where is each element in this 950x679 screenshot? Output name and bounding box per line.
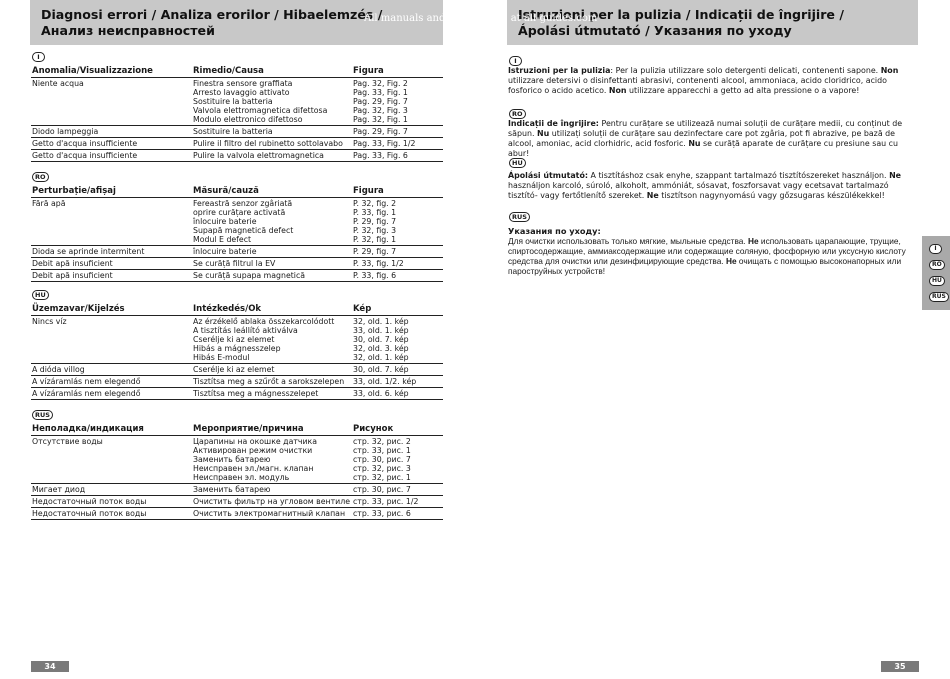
problem-cell: Dioda se aprinde intermitent	[32, 247, 145, 256]
cleaning-text-part: se curăță aparate de curățare cu presiune sau cu abur!	[508, 139, 898, 158]
remedy-cell	[193, 259, 275, 268]
remedy-line: înlocuire baterie	[193, 247, 257, 256]
problem-cell: Niente acqua	[32, 79, 84, 88]
figure-cell	[353, 79, 408, 124]
remedy-line: Finestra sensore graffiata	[193, 79, 293, 88]
cleaning-text-it	[508, 66, 920, 96]
cleaning-title-ro: Indicații de îngrijire:	[508, 119, 599, 128]
problem-cell: Diodo lampeggia	[32, 127, 99, 136]
cleaning-text-part: Pentru curățare se utilizează numai soluții de curățare medii, cu conținut de săpun.	[508, 119, 903, 138]
table-row	[31, 365, 443, 376]
cleaning-title-hu: Ápolási útmutató:	[508, 171, 589, 180]
figure-cell	[353, 437, 411, 482]
problem-cell: Getto d'acqua insufficiente	[32, 151, 138, 160]
figure-line: стр. 33, рис. 1/2	[353, 497, 419, 506]
table-row	[31, 271, 443, 282]
right-title-line1: Istruzioni per la pulizia / Indicații de îngrijire /	[518, 7, 844, 22]
remedy-line: Заменить батарею	[193, 455, 271, 464]
problem-cell: Getto d'acqua insufficiente	[32, 139, 138, 148]
column-header: Üzemzavar/Kijelzés	[32, 304, 125, 314]
cleaning-text-hu	[508, 171, 920, 201]
figure-line: 33, old. 6. kép	[353, 389, 409, 398]
remedy-cell	[193, 79, 327, 124]
table-row	[31, 509, 443, 520]
remedy-cell	[193, 151, 324, 160]
remedy-line: Tisztítsa meg a szűrőt a sarokszelepen	[193, 377, 345, 386]
figure-line: Pag. 33, Fig. 1	[353, 88, 408, 97]
problem-cell: Недостаточный поток воды	[32, 509, 147, 518]
remedy-line: Modulo elettronico difettoso	[193, 115, 303, 124]
figure-line: P. 29, fig. 7	[353, 217, 397, 226]
remedy-line: Cserélje ki az elemet	[193, 365, 275, 374]
remedy-line: Pulire la valvola elettromagnetica	[193, 151, 324, 160]
remedy-line: Неисправен эл./магн. клапан	[193, 464, 314, 473]
language-tab-ro: RO	[929, 260, 945, 270]
cleaning-text-part: használjon karcoló, súroló, alkoholt, ammóniát, sósavat, foszforsavat vagy ecetsavat tartalmazó tisztító- vagy fertőtlenítő szereket.	[508, 181, 889, 200]
figure-line: 33, old. 1. kép	[353, 326, 409, 335]
remedy-cell	[193, 497, 350, 506]
language-tab-hu: HU	[929, 276, 945, 286]
table-row	[31, 259, 443, 270]
figure-cell	[353, 497, 418, 506]
right-title-line2: Ápolási útmutató / Указания по уходу	[518, 23, 792, 38]
remedy-cell	[193, 377, 344, 386]
table-row	[31, 199, 443, 246]
table-row	[31, 151, 443, 162]
cleaning-emphasis: Non	[608, 86, 627, 95]
table-header	[31, 424, 443, 436]
remedy-line: Se curăță filtrul la EV	[193, 259, 276, 268]
problem-cell: Debit apă insuficient	[32, 271, 113, 280]
remedy-line: Царапины на окошке датчика	[193, 437, 318, 446]
section-badge: I	[32, 52, 45, 62]
table-row	[31, 389, 443, 400]
problem-cell: Отсутствие воды	[32, 437, 103, 446]
remedy-line: Tisztítsa meg a mágnesszelepet	[193, 389, 319, 398]
remedy-line: Очистить электромагнитный клапан	[193, 509, 346, 518]
figure-line: P. 32, fig. 1	[353, 235, 397, 244]
figure-line: P. 32, fig. 2	[353, 199, 397, 208]
cleaning-text-part: очищать с помощью высоконапорных или пароструйных устройств!	[508, 256, 902, 276]
figure-cell	[353, 127, 408, 136]
language-tab-bar	[922, 236, 950, 310]
figure-line: P. 29, fig. 7	[353, 247, 397, 256]
table-row	[31, 437, 443, 484]
figure-line: Pag. 32, Fig. 3	[353, 106, 408, 115]
figure-cell	[353, 139, 415, 148]
figure-line: стр. 30, рис. 7	[353, 485, 411, 494]
figure-cell	[353, 377, 416, 386]
cleaning-title-it: Istruzioni per la pulizia	[508, 66, 611, 75]
figure-line: Pag. 33, Fig. 1/2	[353, 139, 416, 148]
remedy-line: Fereastră senzor zgâriată	[193, 199, 293, 208]
problem-cell: Fără apă	[32, 199, 66, 208]
cleaning-emphasis: Ne	[646, 191, 659, 200]
remedy-line: Sostituire la batteria	[193, 97, 273, 106]
problem-cell: A vízáramlás nem elegendő	[32, 389, 141, 398]
section-badge: RO	[32, 172, 49, 182]
column-header: Неполадка/индикация	[32, 424, 144, 434]
remedy-line: Cserélje ki az elemet	[193, 335, 275, 344]
page-number-right: 35	[881, 661, 919, 672]
figure-cell	[353, 509, 411, 518]
language-tab-ru: RUS	[929, 292, 949, 302]
figure-line: Pag. 29, Fig. 7	[353, 97, 408, 106]
column-header: Рисунок	[353, 424, 394, 434]
left-title-line2: Анализ неисправностей	[41, 23, 215, 38]
remedy-line: Se curăță supapa magnetică	[193, 271, 306, 280]
figure-line: стр. 33, рис. 6	[353, 509, 411, 518]
figure-cell	[353, 259, 404, 268]
table-row	[31, 377, 443, 388]
table-header	[31, 186, 443, 198]
problem-cell: Nincs víz	[32, 317, 67, 326]
remedy-line: Заменить батарею	[193, 485, 271, 494]
cleaning-text-part: Для очистки использовать только мягкие, мыльные средства.	[508, 236, 749, 246]
cleaning-text-part: A tisztításhoz csak enyhe, szappant tartalmazó tisztítószereket használjon.	[588, 171, 890, 180]
table-row	[31, 127, 443, 138]
column-header: Figura	[353, 186, 384, 196]
remedy-line: Неисправен эл. модуль	[193, 473, 290, 482]
figure-line: 33, old. 1/2. kép	[353, 377, 417, 386]
figure-line: стр. 32, рис. 2	[353, 437, 411, 446]
left-page-title	[41, 7, 382, 39]
page-number-left: 34	[31, 661, 69, 672]
remedy-line: Очистить фильтр на угловом вентиле	[193, 497, 351, 506]
figure-line: стр. 33, рис. 1	[353, 446, 411, 455]
column-header: Kép	[353, 304, 372, 314]
remedy-cell	[193, 247, 257, 256]
language-badge-ro: RO	[509, 109, 526, 119]
cleaning-emphasis: Nu	[688, 139, 701, 148]
remedy-line: Pulire il filtro del rubinetto sottolavabo	[193, 139, 343, 148]
remedy-line: Hibás a mágnesszelep	[193, 344, 281, 353]
table-row	[31, 317, 443, 364]
figure-line: 32, old. 1. kép	[353, 317, 409, 326]
remedy-cell	[193, 317, 334, 362]
cleaning-emphasis: Nu	[536, 129, 550, 138]
remedy-line: Sostituire la batteria	[193, 127, 273, 136]
remedy-cell	[193, 199, 293, 244]
remedy-line: oprire curățare activată	[193, 208, 286, 217]
figure-cell	[353, 389, 409, 398]
figure-line: P. 33, fig. 1	[353, 208, 397, 217]
figure-cell	[353, 247, 396, 256]
cleaning-text-ru	[508, 236, 920, 276]
remedy-line: Supapă magnetică defect	[193, 226, 294, 235]
column-header: Perturbație/afișaj	[32, 186, 116, 196]
remedy-line: Az érzékelő ablaka összekarcolódott	[193, 317, 335, 326]
remedy-cell	[193, 365, 274, 374]
cleaning-text-part: utilizzare detersivi o disinfettanti abrasivi, contenenti alcool, ammoniaca, acido cloridrico, acido fosforico o acido acetico.	[508, 76, 887, 95]
figure-line: стр. 30, рис. 7	[353, 455, 411, 464]
remedy-cell	[193, 509, 345, 518]
problem-cell: Мигает диод	[32, 485, 86, 494]
table-row	[31, 247, 443, 258]
remedy-line: A tisztítás leállító aktiválva	[193, 326, 298, 335]
remedy-cell	[193, 389, 318, 398]
figure-cell	[353, 365, 409, 374]
remedy-cell	[193, 127, 273, 136]
cleaning-emphasis: Не	[725, 256, 737, 266]
language-badge-hu: HU	[509, 158, 526, 168]
cleaning-emphasis: Ne	[889, 171, 902, 180]
remedy-cell	[193, 485, 270, 494]
figure-line: 32, old. 1. kép	[353, 353, 409, 362]
remedy-line: Arresto lavaggio attivato	[193, 88, 290, 97]
figure-line: Pag. 32, Fig. 1	[353, 115, 408, 124]
remedy-line: Modul E defect	[193, 235, 252, 244]
remedy-cell	[193, 271, 305, 280]
remedy-line: Hibás E-modul	[193, 353, 250, 362]
table-row	[31, 485, 443, 496]
cleaning-title-ru: Указания по уходу:	[508, 226, 601, 236]
cleaning-text-part: utilizați soluții de curățare sau dezinfectare care pot zgâria, pot fi abrazive, pe bază de alcool, amoniac, acid clorhidric, acid fosforic.	[508, 129, 896, 148]
left-title-line1: Diagnosi errori / Analiza erorilor / Hibaelemzés /	[41, 7, 383, 22]
cleaning-text-part: использовать царапающие, трущие, спиртосодержащие, аммиаксодержащие или содержащие соляную, фосфорную или уксусную кислоту средства для очистки или дезинфицирующие средства.	[508, 236, 906, 266]
column-header: Măsură/cauză	[193, 186, 259, 196]
figure-line: стр. 32, рис. 1	[353, 473, 411, 482]
problem-cell: A dióda villog	[32, 365, 85, 374]
remedy-line: Valvola elettromagnetica difettosa	[193, 106, 328, 115]
section-badge: RUS	[32, 410, 53, 420]
remedy-cell	[193, 437, 317, 482]
cleaning-text-part: : Per la pulizia utilizzare solo detergenti delicati, contenenti sapone.	[610, 66, 881, 75]
figure-cell	[353, 317, 409, 362]
cleaning-text-ro	[508, 119, 920, 159]
table-row	[31, 139, 443, 150]
figure-line: P. 33, fig. 6	[353, 271, 397, 280]
column-header: Rimedio/Causa	[193, 66, 264, 76]
figure-line: 30, old. 7. kép	[353, 335, 409, 344]
remedy-line: înlocuire baterie	[193, 217, 257, 226]
column-header: Figura	[353, 66, 384, 76]
remedy-cell	[193, 139, 343, 148]
language-badge-it: I	[509, 56, 522, 66]
watermark: All manuals and user guides at all-guides.com	[364, 13, 598, 24]
figure-line: Pag. 33, Fig. 6	[353, 151, 408, 160]
table-row	[31, 497, 443, 508]
figure-line: Pag. 29, Fig. 7	[353, 127, 408, 136]
figure-line: P. 32, fig. 3	[353, 226, 397, 235]
cleaning-text-part: tisztítson nagynyomású vagy gőzsugaras készülékekkel!	[658, 191, 885, 200]
figure-line: 32, old. 3. kép	[353, 344, 409, 353]
figure-cell	[353, 485, 411, 494]
table-header	[31, 304, 443, 316]
figure-line: Pag. 32, Fig. 2	[353, 79, 408, 88]
cleaning-emphasis: Не	[748, 236, 759, 246]
column-header: Anomalia/Visualizzazione	[32, 66, 153, 76]
table-header	[31, 66, 443, 78]
figure-line: стр. 32, рис. 3	[353, 464, 411, 473]
language-badge-ru: RUS	[509, 212, 530, 222]
figure-line: 30, old. 7. kép	[353, 365, 409, 374]
problem-cell: Недостаточный поток воды	[32, 497, 147, 506]
problem-cell: Debit apă insuficient	[32, 259, 113, 268]
column-header: Мероприятие/причина	[193, 424, 304, 434]
figure-cell	[353, 151, 408, 160]
figure-cell	[353, 199, 396, 244]
problem-cell: A vízáramlás nem elegendő	[32, 377, 141, 386]
remedy-line: Активирован режим очистки	[193, 446, 313, 455]
language-tab-it: I	[929, 244, 942, 254]
cleaning-text-part: utilizzare apparecchi a getto ad alta pressione o a vapore!	[626, 86, 860, 95]
figure-line: P. 33, fig. 1/2	[353, 259, 404, 268]
column-header: Intézkedés/Ok	[193, 304, 262, 314]
section-badge: HU	[32, 290, 49, 300]
figure-cell	[353, 271, 396, 280]
table-row	[31, 79, 443, 126]
cleaning-emphasis: Non	[880, 66, 899, 75]
